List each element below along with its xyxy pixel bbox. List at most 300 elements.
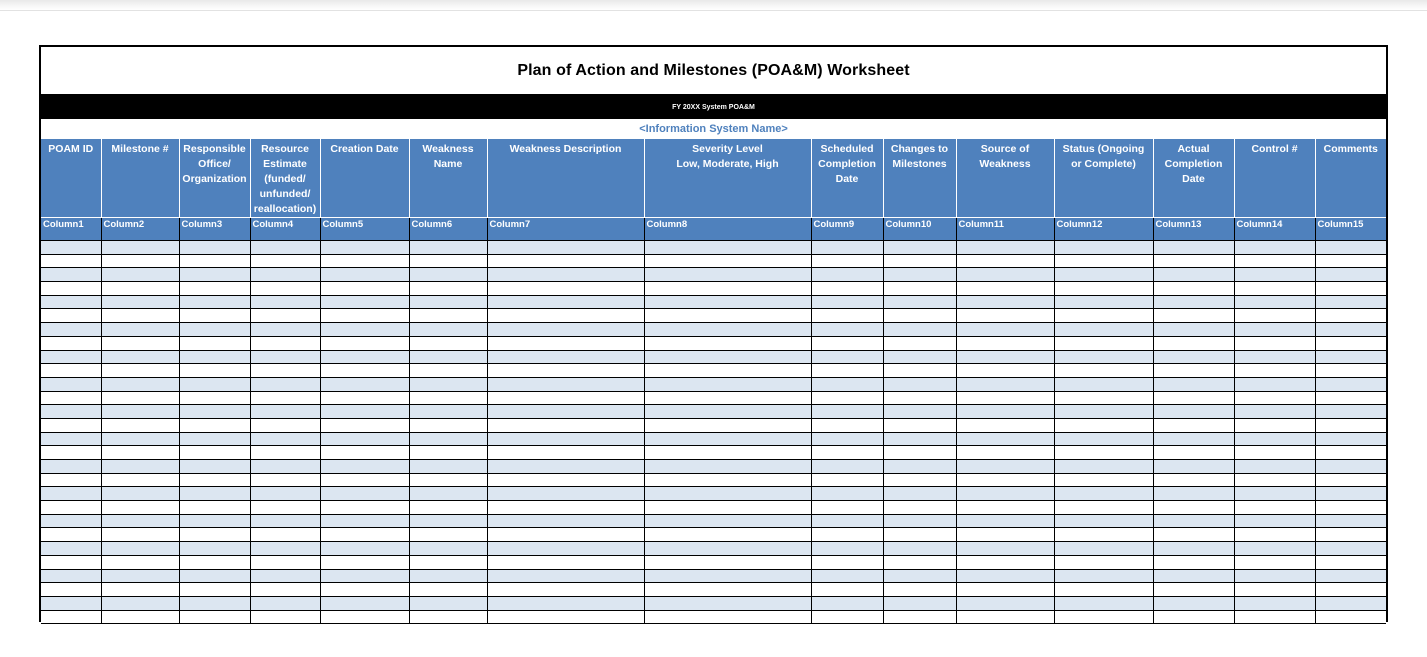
- table-cell[interactable]: [41, 364, 101, 378]
- table-cell[interactable]: [101, 405, 179, 419]
- table-cell[interactable]: [811, 569, 883, 583]
- table-cell[interactable]: [1054, 254, 1153, 268]
- table-cell[interactable]: [409, 501, 487, 515]
- table-cell[interactable]: [320, 268, 409, 282]
- table-cell[interactable]: [1315, 405, 1386, 419]
- table-cell[interactable]: [1153, 555, 1234, 569]
- table-cell[interactable]: [1153, 254, 1234, 268]
- table-cell[interactable]: [41, 418, 101, 432]
- table-cell[interactable]: [179, 446, 250, 460]
- table-cell[interactable]: [956, 569, 1054, 583]
- table-cell[interactable]: [1153, 569, 1234, 583]
- table-cell[interactable]: [644, 583, 811, 597]
- table-cell[interactable]: [1153, 583, 1234, 597]
- column-header[interactable]: Scheduled Completion Date: [811, 139, 883, 218]
- table-cell[interactable]: [1054, 241, 1153, 255]
- table-cell[interactable]: [41, 555, 101, 569]
- table-cell[interactable]: [487, 377, 644, 391]
- table-cell[interactable]: [1153, 418, 1234, 432]
- table-cell[interactable]: [320, 350, 409, 364]
- table-cell[interactable]: [1315, 514, 1386, 528]
- table-cell[interactable]: [1054, 432, 1153, 446]
- table-cell[interactable]: [487, 254, 644, 268]
- table-cell[interactable]: [811, 432, 883, 446]
- table-cell[interactable]: [1153, 487, 1234, 501]
- table-cell[interactable]: [101, 254, 179, 268]
- table-cell[interactable]: [487, 501, 644, 515]
- table-cell[interactable]: [811, 528, 883, 542]
- table-cell[interactable]: [409, 241, 487, 255]
- table-cell[interactable]: [487, 350, 644, 364]
- table-cell[interactable]: [956, 542, 1054, 556]
- table-cell[interactable]: [1153, 282, 1234, 296]
- table-cell[interactable]: [250, 501, 320, 515]
- column-name[interactable]: Column4: [250, 218, 320, 241]
- table-cell[interactable]: [487, 418, 644, 432]
- table-cell[interactable]: [1054, 282, 1153, 296]
- table-cell[interactable]: [179, 282, 250, 296]
- table-cell[interactable]: [101, 418, 179, 432]
- column-header[interactable]: POAM ID: [41, 139, 101, 218]
- table-cell[interactable]: [1315, 596, 1386, 610]
- column-name[interactable]: Column1: [41, 218, 101, 241]
- table-cell[interactable]: [250, 254, 320, 268]
- table-cell[interactable]: [1153, 268, 1234, 282]
- table-cell[interactable]: [179, 528, 250, 542]
- table-cell[interactable]: [1315, 460, 1386, 474]
- table-cell[interactable]: [1153, 241, 1234, 255]
- table-cell[interactable]: [1315, 377, 1386, 391]
- table-cell[interactable]: [250, 295, 320, 309]
- table-cell[interactable]: [883, 350, 956, 364]
- table-cell[interactable]: [811, 555, 883, 569]
- table-cell[interactable]: [487, 542, 644, 556]
- table-cell[interactable]: [956, 391, 1054, 405]
- table-cell[interactable]: [320, 542, 409, 556]
- column-header[interactable]: Creation Date: [320, 139, 409, 218]
- table-cell[interactable]: [1234, 377, 1315, 391]
- table-cell[interactable]: [811, 350, 883, 364]
- table-cell[interactable]: [1054, 610, 1153, 624]
- table-cell[interactable]: [320, 487, 409, 501]
- column-name[interactable]: Column8: [644, 218, 811, 241]
- column-name[interactable]: Column6: [409, 218, 487, 241]
- table-cell[interactable]: [101, 473, 179, 487]
- table-cell[interactable]: [320, 501, 409, 515]
- table-cell[interactable]: [101, 514, 179, 528]
- table-cell[interactable]: [811, 377, 883, 391]
- table-cell[interactable]: [41, 514, 101, 528]
- table-cell[interactable]: [956, 364, 1054, 378]
- table-cell[interactable]: [1315, 268, 1386, 282]
- table-cell[interactable]: [1315, 295, 1386, 309]
- table-cell[interactable]: [883, 542, 956, 556]
- table-cell[interactable]: [409, 336, 487, 350]
- table-cell[interactable]: [644, 514, 811, 528]
- table-cell[interactable]: [101, 295, 179, 309]
- table-cell[interactable]: [883, 569, 956, 583]
- table-cell[interactable]: [811, 241, 883, 255]
- table-cell[interactable]: [1315, 336, 1386, 350]
- table-cell[interactable]: [811, 268, 883, 282]
- table-cell[interactable]: [41, 542, 101, 556]
- table-cell[interactable]: [320, 241, 409, 255]
- table-cell[interactable]: [1153, 323, 1234, 337]
- table-cell[interactable]: [250, 350, 320, 364]
- table-cell[interactable]: [41, 487, 101, 501]
- table-cell[interactable]: [811, 460, 883, 474]
- table-cell[interactable]: [250, 268, 320, 282]
- table-cell[interactable]: [409, 555, 487, 569]
- table-cell[interactable]: [320, 282, 409, 296]
- table-cell[interactable]: [250, 610, 320, 624]
- table-cell[interactable]: [101, 555, 179, 569]
- table-cell[interactable]: [883, 309, 956, 323]
- table-cell[interactable]: [1234, 336, 1315, 350]
- table-cell[interactable]: [320, 295, 409, 309]
- table-cell[interactable]: [1054, 418, 1153, 432]
- table-cell[interactable]: [644, 596, 811, 610]
- table-cell[interactable]: [1153, 391, 1234, 405]
- table-cell[interactable]: [101, 309, 179, 323]
- table-cell[interactable]: [1315, 583, 1386, 597]
- table-cell[interactable]: [1234, 555, 1315, 569]
- table-cell[interactable]: [101, 364, 179, 378]
- table-cell[interactable]: [1234, 282, 1315, 296]
- table-cell[interactable]: [1054, 350, 1153, 364]
- column-header[interactable]: Status (Ongoing or Complete): [1054, 139, 1153, 218]
- table-cell[interactable]: [1054, 336, 1153, 350]
- table-cell[interactable]: [956, 418, 1054, 432]
- table-cell[interactable]: [409, 569, 487, 583]
- table-cell[interactable]: [487, 241, 644, 255]
- table-cell[interactable]: [101, 501, 179, 515]
- table-cell[interactable]: [956, 405, 1054, 419]
- table-cell[interactable]: [644, 610, 811, 624]
- table-cell[interactable]: [101, 282, 179, 296]
- table-cell[interactable]: [250, 282, 320, 296]
- table-cell[interactable]: [101, 377, 179, 391]
- table-cell[interactable]: [811, 282, 883, 296]
- table-cell[interactable]: [250, 473, 320, 487]
- table-cell[interactable]: [644, 487, 811, 501]
- column-header[interactable]: Actual Completion Date: [1153, 139, 1234, 218]
- table-cell[interactable]: [1054, 295, 1153, 309]
- table-cell[interactable]: [179, 583, 250, 597]
- table-cell[interactable]: [320, 528, 409, 542]
- table-cell[interactable]: [1234, 254, 1315, 268]
- table-cell[interactable]: [101, 528, 179, 542]
- table-cell[interactable]: [101, 432, 179, 446]
- table-cell[interactable]: [1234, 528, 1315, 542]
- table-cell[interactable]: [1234, 295, 1315, 309]
- table-cell[interactable]: [409, 432, 487, 446]
- column-name[interactable]: Column7: [487, 218, 644, 241]
- table-cell[interactable]: [1153, 377, 1234, 391]
- table-cell[interactable]: [811, 418, 883, 432]
- table-cell[interactable]: [409, 528, 487, 542]
- table-cell[interactable]: [409, 583, 487, 597]
- table-cell[interactable]: [811, 391, 883, 405]
- table-cell[interactable]: [250, 460, 320, 474]
- table-cell[interactable]: [811, 405, 883, 419]
- table-cell[interactable]: [250, 391, 320, 405]
- table-cell[interactable]: [250, 569, 320, 583]
- table-cell[interactable]: [1054, 542, 1153, 556]
- table-cell[interactable]: [811, 295, 883, 309]
- table-cell[interactable]: [179, 309, 250, 323]
- table-cell[interactable]: [179, 350, 250, 364]
- table-cell[interactable]: [409, 350, 487, 364]
- table-cell[interactable]: [1054, 377, 1153, 391]
- table-cell[interactable]: [1315, 350, 1386, 364]
- column-header[interactable]: Severity Level Low, Moderate, High: [644, 139, 811, 218]
- table-cell[interactable]: [250, 514, 320, 528]
- table-cell[interactable]: [1315, 432, 1386, 446]
- table-cell[interactable]: [644, 569, 811, 583]
- table-cell[interactable]: [487, 336, 644, 350]
- table-cell[interactable]: [1153, 528, 1234, 542]
- table-cell[interactable]: [811, 514, 883, 528]
- table-cell[interactable]: [883, 555, 956, 569]
- table-cell[interactable]: [1234, 241, 1315, 255]
- column-name[interactable]: Column13: [1153, 218, 1234, 241]
- table-cell[interactable]: [883, 446, 956, 460]
- table-cell[interactable]: [956, 501, 1054, 515]
- table-cell[interactable]: [811, 501, 883, 515]
- table-cell[interactable]: [179, 377, 250, 391]
- table-cell[interactable]: [409, 405, 487, 419]
- table-cell[interactable]: [41, 241, 101, 255]
- table-cell[interactable]: [101, 391, 179, 405]
- table-cell[interactable]: [409, 514, 487, 528]
- table-cell[interactable]: [101, 446, 179, 460]
- table-cell[interactable]: [1234, 473, 1315, 487]
- table-cell[interactable]: [179, 323, 250, 337]
- table-cell[interactable]: [179, 405, 250, 419]
- table-cell[interactable]: [1054, 268, 1153, 282]
- table-cell[interactable]: [179, 569, 250, 583]
- table-cell[interactable]: [41, 254, 101, 268]
- table-cell[interactable]: [883, 282, 956, 296]
- table-cell[interactable]: [1234, 446, 1315, 460]
- table-cell[interactable]: [811, 487, 883, 501]
- table-cell[interactable]: [1234, 432, 1315, 446]
- table-cell[interactable]: [41, 391, 101, 405]
- table-cell[interactable]: [1315, 309, 1386, 323]
- table-cell[interactable]: [1054, 323, 1153, 337]
- table-cell[interactable]: [1153, 405, 1234, 419]
- table-cell[interactable]: [101, 336, 179, 350]
- table-cell[interactable]: [883, 377, 956, 391]
- table-cell[interactable]: [409, 254, 487, 268]
- table-cell[interactable]: [1315, 446, 1386, 460]
- table-cell[interactable]: [644, 377, 811, 391]
- table-cell[interactable]: [1153, 596, 1234, 610]
- table-cell[interactable]: [883, 460, 956, 474]
- table-cell[interactable]: [1234, 364, 1315, 378]
- table-cell[interactable]: [409, 377, 487, 391]
- table-cell[interactable]: [179, 268, 250, 282]
- table-cell[interactable]: [487, 323, 644, 337]
- table-cell[interactable]: [41, 460, 101, 474]
- table-cell[interactable]: [1234, 610, 1315, 624]
- table-cell[interactable]: [320, 583, 409, 597]
- table-cell[interactable]: [250, 583, 320, 597]
- table-cell[interactable]: [320, 364, 409, 378]
- table-cell[interactable]: [883, 405, 956, 419]
- table-cell[interactable]: [179, 241, 250, 255]
- table-cell[interactable]: [320, 405, 409, 419]
- table-cell[interactable]: [956, 336, 1054, 350]
- table-cell[interactable]: [883, 254, 956, 268]
- table-cell[interactable]: [1153, 460, 1234, 474]
- table-cell[interactable]: [409, 596, 487, 610]
- column-name[interactable]: Column15: [1315, 218, 1386, 241]
- table-cell[interactable]: [41, 309, 101, 323]
- table-cell[interactable]: [1234, 542, 1315, 556]
- table-cell[interactable]: [883, 364, 956, 378]
- table-cell[interactable]: [883, 418, 956, 432]
- table-cell[interactable]: [1054, 487, 1153, 501]
- table-cell[interactable]: [1054, 391, 1153, 405]
- column-header[interactable]: Comments: [1315, 139, 1386, 218]
- table-cell[interactable]: [1153, 446, 1234, 460]
- table-cell[interactable]: [1234, 460, 1315, 474]
- table-cell[interactable]: [487, 528, 644, 542]
- table-cell[interactable]: [487, 295, 644, 309]
- table-cell[interactable]: [644, 501, 811, 515]
- table-cell[interactable]: [409, 473, 487, 487]
- table-cell[interactable]: [1054, 528, 1153, 542]
- table-cell[interactable]: [409, 446, 487, 460]
- table-cell[interactable]: [1153, 364, 1234, 378]
- table-cell[interactable]: [409, 364, 487, 378]
- table-cell[interactable]: [179, 473, 250, 487]
- table-cell[interactable]: [1315, 610, 1386, 624]
- table-cell[interactable]: [956, 473, 1054, 487]
- column-name[interactable]: Column10: [883, 218, 956, 241]
- table-cell[interactable]: [1054, 514, 1153, 528]
- table-cell[interactable]: [320, 555, 409, 569]
- table-cell[interactable]: [487, 405, 644, 419]
- table-cell[interactable]: [956, 377, 1054, 391]
- table-cell[interactable]: [1054, 501, 1153, 515]
- table-cell[interactable]: [883, 241, 956, 255]
- table-cell[interactable]: [409, 487, 487, 501]
- table-cell[interactable]: [101, 460, 179, 474]
- table-cell[interactable]: [644, 350, 811, 364]
- table-cell[interactable]: [179, 460, 250, 474]
- column-header[interactable]: Responsible Office/ Organization: [179, 139, 250, 218]
- table-cell[interactable]: [1054, 364, 1153, 378]
- table-cell[interactable]: [41, 446, 101, 460]
- table-cell[interactable]: [1054, 460, 1153, 474]
- table-cell[interactable]: [956, 596, 1054, 610]
- table-cell[interactable]: [320, 446, 409, 460]
- table-cell[interactable]: [409, 542, 487, 556]
- table-cell[interactable]: [320, 418, 409, 432]
- table-cell[interactable]: [956, 514, 1054, 528]
- column-name[interactable]: Column9: [811, 218, 883, 241]
- table-cell[interactable]: [409, 323, 487, 337]
- table-cell[interactable]: [1153, 309, 1234, 323]
- table-cell[interactable]: [1315, 241, 1386, 255]
- table-cell[interactable]: [1153, 542, 1234, 556]
- table-cell[interactable]: [1315, 391, 1386, 405]
- table-cell[interactable]: [1054, 405, 1153, 419]
- table-cell[interactable]: [1315, 323, 1386, 337]
- table-cell[interactable]: [320, 569, 409, 583]
- table-cell[interactable]: [644, 405, 811, 419]
- table-cell[interactable]: [811, 610, 883, 624]
- table-cell[interactable]: [179, 610, 250, 624]
- table-cell[interactable]: [811, 254, 883, 268]
- table-cell[interactable]: [320, 596, 409, 610]
- table-cell[interactable]: [1234, 501, 1315, 515]
- table-cell[interactable]: [1153, 350, 1234, 364]
- table-cell[interactable]: [956, 254, 1054, 268]
- table-cell[interactable]: [1054, 555, 1153, 569]
- table-cell[interactable]: [883, 268, 956, 282]
- table-cell[interactable]: [250, 542, 320, 556]
- column-header[interactable]: Resource Estimate (funded/ unfunded/ reallocation): [250, 139, 320, 218]
- column-name[interactable]: Column3: [179, 218, 250, 241]
- table-cell[interactable]: [1153, 432, 1234, 446]
- table-cell[interactable]: [409, 295, 487, 309]
- table-cell[interactable]: [101, 610, 179, 624]
- table-cell[interactable]: [883, 336, 956, 350]
- table-cell[interactable]: [1234, 405, 1315, 419]
- table-cell[interactable]: [41, 569, 101, 583]
- table-cell[interactable]: [644, 418, 811, 432]
- table-cell[interactable]: [956, 295, 1054, 309]
- table-cell[interactable]: [41, 350, 101, 364]
- table-cell[interactable]: [1315, 487, 1386, 501]
- table-cell[interactable]: [644, 295, 811, 309]
- table-cell[interactable]: [101, 323, 179, 337]
- table-cell[interactable]: [250, 418, 320, 432]
- table-cell[interactable]: [101, 542, 179, 556]
- table-cell[interactable]: [644, 432, 811, 446]
- table-cell[interactable]: [179, 555, 250, 569]
- column-name[interactable]: Column12: [1054, 218, 1153, 241]
- table-cell[interactable]: [320, 514, 409, 528]
- table-cell[interactable]: [179, 364, 250, 378]
- table-cell[interactable]: [179, 542, 250, 556]
- table-cell[interactable]: [487, 514, 644, 528]
- table-cell[interactable]: [811, 336, 883, 350]
- table-cell[interactable]: [644, 555, 811, 569]
- table-cell[interactable]: [409, 391, 487, 405]
- table-cell[interactable]: [644, 460, 811, 474]
- column-name[interactable]: Column2: [101, 218, 179, 241]
- table-cell[interactable]: [409, 460, 487, 474]
- table-cell[interactable]: [41, 610, 101, 624]
- table-cell[interactable]: [320, 336, 409, 350]
- table-cell[interactable]: [883, 583, 956, 597]
- table-cell[interactable]: [41, 295, 101, 309]
- table-cell[interactable]: [41, 282, 101, 296]
- table-cell[interactable]: [320, 610, 409, 624]
- table-cell[interactable]: [811, 364, 883, 378]
- table-cell[interactable]: [487, 473, 644, 487]
- table-cell[interactable]: [883, 487, 956, 501]
- table-cell[interactable]: [320, 377, 409, 391]
- table-cell[interactable]: [1315, 555, 1386, 569]
- table-cell[interactable]: [644, 391, 811, 405]
- table-cell[interactable]: [1234, 514, 1315, 528]
